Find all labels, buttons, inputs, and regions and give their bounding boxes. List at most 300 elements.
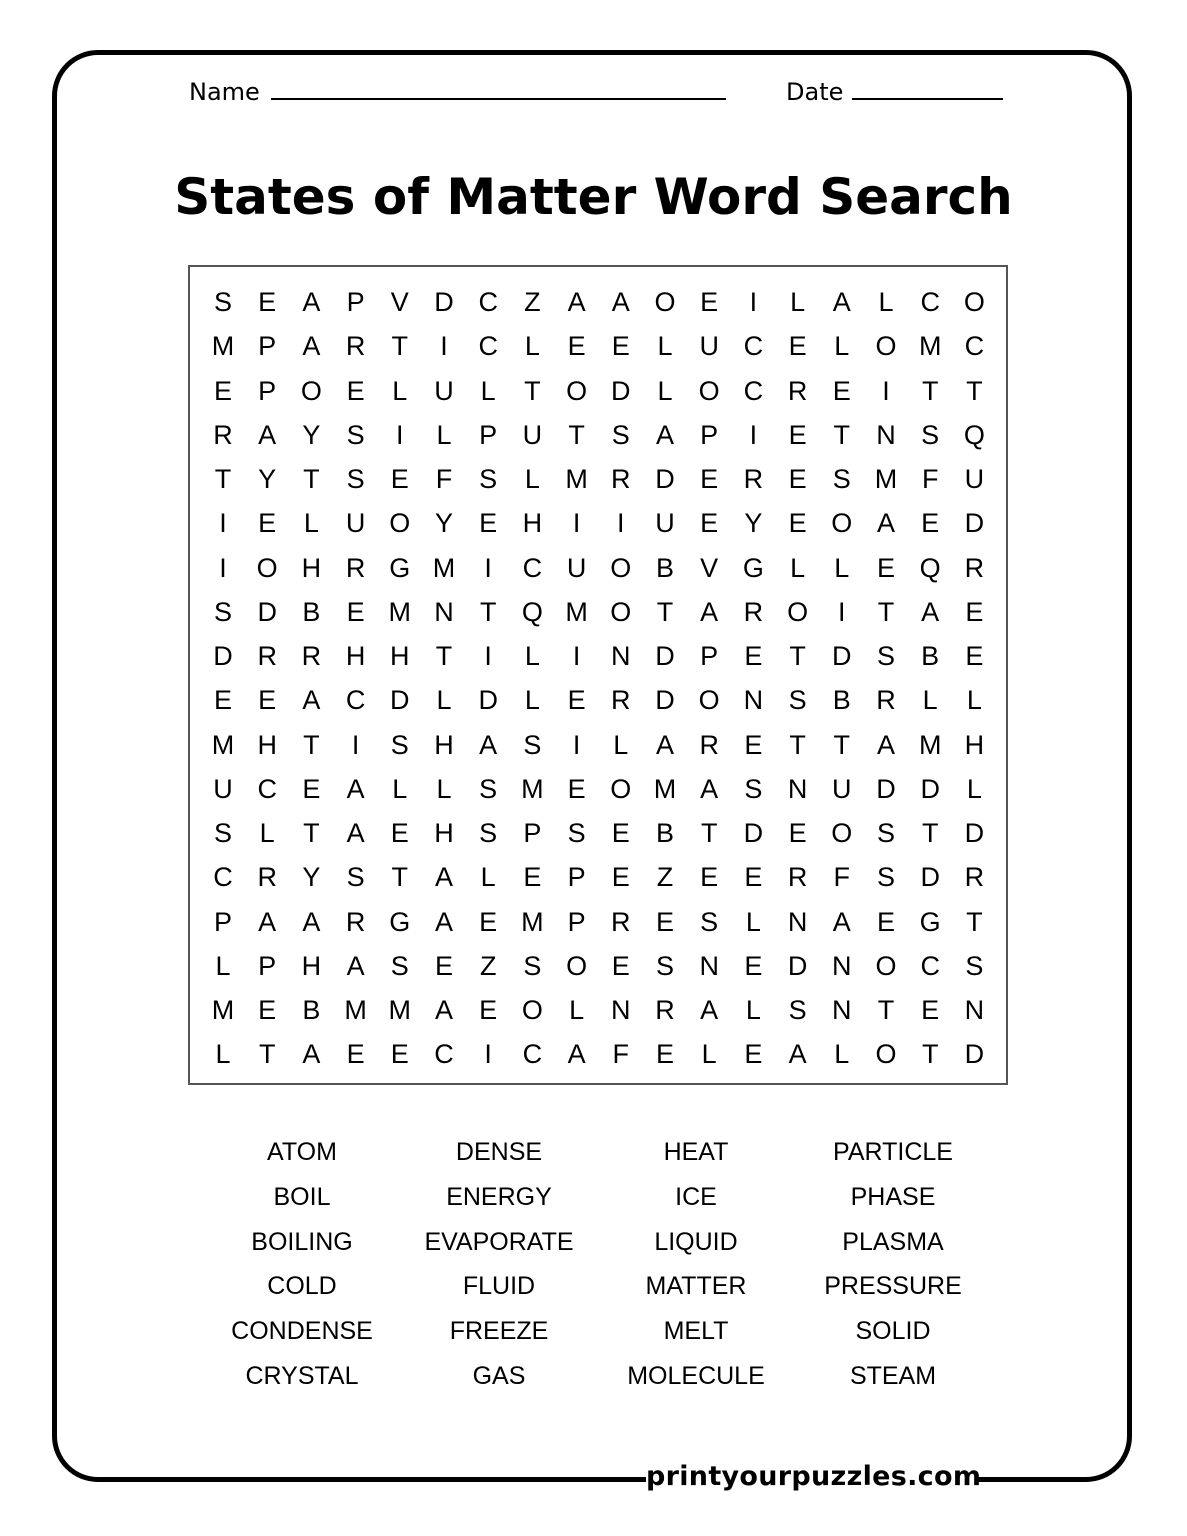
grid-letter[interactable]: N (876, 419, 896, 450)
grid-letter[interactable]: R (345, 906, 366, 937)
grid-letter[interactable]: L (303, 508, 319, 539)
grid-letter[interactable]: D (964, 1039, 985, 1070)
grid-letter[interactable]: A (832, 906, 851, 937)
grid-letter[interactable]: P (346, 287, 365, 317)
grid-letter[interactable]: R (699, 729, 719, 760)
grid-letter[interactable]: R (611, 685, 631, 716)
grid-letter[interactable]: S (965, 950, 984, 981)
grid-letter[interactable]: R (345, 331, 366, 362)
grid-letter[interactable]: O (698, 375, 720, 406)
grid-letter[interactable]: O (654, 287, 676, 317)
grid-letter[interactable]: T (258, 1039, 276, 1070)
grid-letter[interactable]: H (345, 641, 366, 671)
grid-letter[interactable]: U (434, 375, 454, 406)
grid-letter[interactable]: D (876, 773, 896, 804)
grid-letter[interactable]: P (700, 641, 719, 671)
grid-letter[interactable]: H (522, 508, 543, 539)
grid-letter[interactable]: H (434, 729, 454, 760)
grid-letter[interactable]: C (213, 862, 233, 893)
grid-letter[interactable]: M (211, 995, 235, 1025)
grid-letter[interactable]: L (480, 375, 496, 406)
grid-letter[interactable]: F (833, 862, 851, 893)
grid-letter[interactable]: E (832, 375, 851, 406)
grid-letter[interactable]: S (832, 464, 851, 494)
grid-letter[interactable]: R (787, 375, 808, 406)
grid-letter[interactable]: E (567, 331, 586, 362)
grid-letter[interactable]: O (389, 508, 411, 539)
grid-letter[interactable]: B (302, 596, 321, 627)
grid-letter[interactable]: R (257, 862, 277, 893)
grid-letter[interactable]: S (213, 596, 232, 627)
grid-letter[interactable]: I (396, 419, 404, 450)
grid-letter[interactable]: S (523, 729, 542, 760)
grid-letter[interactable]: C (434, 1039, 454, 1070)
grid-letter[interactable]: L (790, 552, 806, 583)
grid-letter[interactable]: P (567, 906, 586, 937)
grid-letter[interactable]: E (567, 773, 586, 804)
grid-letter[interactable]: S (876, 862, 895, 893)
grid-letter[interactable]: B (655, 552, 674, 583)
grid-letter[interactable]: E (258, 508, 277, 539)
grid-letter[interactable]: D (213, 641, 233, 671)
grid-letter[interactable]: M (211, 331, 235, 362)
grid-letter[interactable]: E (744, 1039, 763, 1070)
grid-letter[interactable]: G (389, 906, 411, 937)
grid-letter[interactable]: Y (434, 508, 453, 539)
grid-letter[interactable]: C (478, 287, 498, 317)
grid-letter[interactable]: R (743, 596, 764, 627)
grid-letter[interactable]: E (611, 950, 630, 981)
grid-letter[interactable]: E (302, 773, 321, 804)
grid-letter[interactable]: A (611, 287, 630, 317)
letter-grid[interactable] (188, 265, 1008, 1085)
grid-letter[interactable]: Y (258, 464, 277, 494)
grid-letter[interactable]: S (655, 950, 674, 981)
grid-letter[interactable]: N (611, 641, 631, 671)
grid-letter[interactable]: M (565, 596, 588, 627)
grid-letter[interactable]: L (524, 331, 540, 362)
grid-letter[interactable]: S (346, 419, 365, 450)
grid-letter[interactable]: E (700, 464, 719, 494)
grid-letter[interactable]: B (655, 818, 674, 848)
grid-letter[interactable]: U (522, 419, 543, 450)
grid-letter[interactable]: H (434, 818, 454, 848)
grid-letter[interactable]: A (700, 596, 719, 627)
grid-letter[interactable]: L (436, 419, 452, 450)
grid-letter[interactable]: A (302, 906, 321, 937)
grid-letter[interactable]: M (653, 773, 677, 804)
grid-letter[interactable]: E (390, 1039, 409, 1070)
grid-letter[interactable]: A (258, 419, 277, 450)
grid-letter[interactable]: G (919, 906, 941, 937)
grid-letter[interactable]: T (966, 375, 983, 406)
grid-letter[interactable]: L (569, 995, 585, 1025)
grid-letter[interactable]: M (388, 596, 412, 627)
grid-letter[interactable]: T (877, 596, 895, 627)
grid-letter[interactable]: P (258, 950, 277, 981)
grid-letter[interactable]: E (390, 464, 409, 494)
grid-letter[interactable]: A (788, 1039, 807, 1070)
grid-letter[interactable]: A (302, 331, 321, 362)
grid-letter[interactable]: D (832, 641, 852, 671)
grid-letter[interactable]: L (524, 685, 540, 716)
grid-letter[interactable]: E (700, 287, 719, 317)
grid-letter[interactable]: L (922, 685, 938, 716)
grid-letter[interactable]: N (832, 950, 852, 981)
grid-letter[interactable]: E (876, 552, 895, 583)
grid-letter[interactable]: N (787, 773, 808, 804)
grid-letter[interactable]: A (700, 995, 719, 1025)
grid-letter[interactable]: E (744, 862, 763, 893)
grid-letter[interactable]: I (351, 729, 360, 760)
grid-letter[interactable]: A (567, 287, 586, 317)
grid-letter[interactable]: G (389, 552, 411, 583)
grid-letter[interactable]: D (964, 508, 985, 539)
grid-letter[interactable]: F (435, 464, 453, 494)
grid-letter[interactable]: O (521, 995, 543, 1025)
grid-letter[interactable]: M (565, 464, 588, 494)
grid-letter[interactable]: I (749, 287, 758, 317)
grid-letter[interactable]: E (479, 906, 498, 937)
grid-letter[interactable]: E (611, 862, 630, 893)
grid-letter[interactable]: V (390, 287, 409, 317)
grid-letter[interactable]: E (788, 419, 807, 450)
grid-letter[interactable]: P (258, 375, 277, 406)
grid-letter[interactable]: I (484, 1039, 492, 1070)
grid-letter[interactable]: U (345, 508, 366, 539)
grid-letter[interactable]: T (479, 596, 497, 627)
grid-letter[interactable]: E (744, 729, 763, 760)
grid-letter[interactable]: O (963, 287, 985, 317)
grid-letter[interactable]: M (344, 995, 367, 1025)
grid-letter[interactable]: R (345, 552, 366, 583)
grid-letter[interactable]: C (522, 1039, 543, 1070)
grid-letter[interactable]: D (478, 685, 498, 716)
grid-letter[interactable]: D (964, 818, 985, 848)
grid-letter[interactable]: Y (302, 419, 321, 450)
grid-letter[interactable]: T (656, 596, 674, 627)
grid-letter[interactable]: S (788, 995, 807, 1025)
grid-letter[interactable]: E (876, 906, 895, 937)
grid-letter[interactable]: Z (479, 950, 497, 981)
grid-letter[interactable]: A (655, 419, 674, 450)
grid-letter[interactable]: L (524, 641, 540, 671)
grid-letter[interactable]: H (257, 729, 277, 760)
grid-letter[interactable]: E (921, 508, 940, 539)
grid-letter[interactable]: P (523, 818, 542, 848)
grid-letter[interactable]: E (213, 375, 232, 406)
grid-letter[interactable]: S (744, 773, 763, 804)
grid-letter[interactable]: G (742, 552, 764, 583)
grid-letter[interactable]: N (743, 685, 764, 716)
grid-letter[interactable]: C (964, 331, 985, 362)
grid-letter[interactable]: D (920, 862, 940, 893)
grid-letter[interactable]: S (346, 464, 365, 494)
grid-letter[interactable]: L (790, 287, 806, 317)
grid-letter[interactable]: V (700, 552, 719, 583)
grid-letter[interactable]: S (523, 950, 542, 981)
grid-letter[interactable]: O (698, 685, 720, 716)
grid-letter[interactable]: E (567, 685, 586, 716)
grid-letter[interactable]: M (918, 331, 942, 362)
grid-letter[interactable]: L (392, 773, 408, 804)
grid-letter[interactable]: S (567, 818, 586, 848)
grid-letter[interactable]: O (875, 331, 897, 362)
grid-letter[interactable]: Q (521, 596, 543, 627)
grid-letter[interactable]: N (787, 906, 808, 937)
grid-letter[interactable]: R (964, 862, 985, 893)
grid-letter[interactable]: L (215, 1039, 231, 1070)
grid-letter[interactable]: A (302, 1039, 321, 1070)
grid-letter[interactable]: L (657, 331, 673, 362)
grid-letter[interactable]: E (611, 818, 630, 848)
grid-letter[interactable]: C (920, 950, 940, 981)
grid-letter[interactable]: S (611, 419, 630, 450)
grid-letter[interactable]: E (700, 862, 719, 893)
grid-letter[interactable]: H (964, 729, 985, 760)
grid-letter[interactable]: E (788, 464, 807, 494)
grid-letter[interactable]: D (920, 773, 940, 804)
grid-letter[interactable]: E (700, 508, 719, 539)
grid-letter[interactable]: N (699, 950, 719, 981)
grid-letter[interactable]: H (301, 552, 322, 583)
grid-letter[interactable]: S (921, 419, 940, 450)
grid-letter[interactable]: I (572, 508, 581, 539)
grid-letter[interactable]: T (303, 464, 320, 494)
grid-letter[interactable]: C (522, 552, 543, 583)
grid-letter[interactable]: R (213, 419, 233, 450)
grid-letter[interactable]: L (436, 685, 452, 716)
grid-letter[interactable]: D (655, 685, 675, 716)
grid-letter[interactable]: O (875, 1039, 897, 1070)
grid-letter[interactable]: P (567, 862, 586, 893)
grid-letter[interactable]: R (655, 995, 675, 1025)
grid-letter[interactable]: T (789, 729, 806, 760)
grid-letter[interactable]: P (479, 419, 498, 450)
grid-letter[interactable]: I (572, 729, 581, 760)
grid-letter[interactable]: E (258, 685, 277, 716)
grid-letter[interactable]: E (744, 950, 763, 981)
grid-letter[interactable]: T (303, 818, 320, 848)
grid-letter[interactable]: R (301, 641, 322, 671)
grid-letter[interactable]: T (435, 641, 453, 671)
grid-letter[interactable]: E (346, 1039, 365, 1070)
name-field-line[interactable] (271, 98, 726, 100)
grid-letter[interactable]: T (303, 729, 320, 760)
grid-letter[interactable]: L (215, 950, 231, 981)
grid-letter[interactable]: A (655, 729, 674, 760)
grid-letter[interactable]: R (743, 464, 764, 494)
grid-letter[interactable]: C (743, 331, 764, 362)
grid-letter[interactable]: U (832, 773, 852, 804)
grid-letter[interactable]: S (213, 818, 232, 848)
grid-letter[interactable]: T (833, 419, 851, 450)
grid-letter[interactable]: I (749, 419, 758, 450)
grid-letter[interactable]: A (346, 773, 365, 804)
grid-letter[interactable]: A (832, 287, 851, 317)
grid-letter[interactable]: N (611, 995, 631, 1025)
grid-letter[interactable]: R (964, 552, 985, 583)
grid-letter[interactable]: S (479, 818, 498, 848)
grid-letter[interactable]: B (302, 995, 321, 1025)
grid-letter[interactable]: L (745, 995, 761, 1025)
grid-letter[interactable]: E (390, 818, 409, 848)
grid-letter[interactable]: E (655, 1039, 674, 1070)
grid-letter[interactable]: A (921, 596, 940, 627)
grid-letter[interactable]: A (258, 906, 277, 937)
grid-letter[interactable]: L (966, 773, 982, 804)
grid-letter[interactable]: E (965, 596, 984, 627)
grid-letter[interactable]: T (789, 641, 806, 671)
grid-letter[interactable]: L (657, 375, 673, 406)
grid-letter[interactable]: C (345, 685, 366, 716)
grid-letter[interactable]: S (700, 906, 719, 937)
grid-letter[interactable]: L (436, 773, 452, 804)
grid-letter[interactable]: I (440, 331, 448, 362)
grid-letter[interactable]: E (479, 995, 498, 1025)
grid-letter[interactable]: D (434, 287, 454, 317)
grid-letter[interactable]: A (434, 906, 453, 937)
grid-letter[interactable]: E (346, 375, 365, 406)
grid-letter[interactable]: E (788, 818, 807, 848)
grid-letter[interactable]: S (479, 773, 498, 804)
grid-letter[interactable]: E (434, 950, 453, 981)
grid-letter[interactable]: H (390, 641, 410, 671)
grid-letter[interactable]: L (524, 464, 540, 494)
grid-letter[interactable]: E (611, 331, 630, 362)
grid-letter[interactable]: E (523, 862, 542, 893)
grid-letter[interactable]: C (920, 287, 940, 317)
date-field-line[interactable] (852, 98, 1003, 100)
grid-letter[interactable]: S (346, 862, 365, 893)
grid-letter[interactable]: O (610, 596, 632, 627)
grid-letter[interactable]: I (219, 508, 227, 539)
grid-letter[interactable]: L (701, 1039, 717, 1070)
grid-letter[interactable]: H (301, 950, 322, 981)
grid-letter[interactable]: T (921, 375, 939, 406)
grid-letter[interactable]: A (876, 508, 895, 539)
grid-letter[interactable]: S (213, 287, 232, 317)
grid-letter[interactable]: L (259, 818, 275, 848)
grid-letter[interactable]: E (744, 641, 763, 671)
grid-letter[interactable]: E (258, 287, 277, 317)
grid-letter[interactable]: E (788, 508, 807, 539)
grid-letter[interactable]: M (918, 729, 942, 760)
grid-letter[interactable]: L (834, 331, 850, 362)
grid-letter[interactable]: A (700, 773, 719, 804)
grid-letter[interactable]: M (388, 995, 412, 1025)
grid-letter[interactable]: S (390, 950, 409, 981)
grid-letter[interactable]: S (788, 685, 807, 716)
grid-letter[interactable]: F (921, 464, 939, 494)
grid-letter[interactable]: O (566, 375, 588, 406)
grid-letter[interactable]: R (787, 862, 808, 893)
grid-letter[interactable]: D (257, 596, 277, 627)
grid-letter[interactable]: U (699, 331, 719, 362)
grid-letter[interactable]: O (610, 552, 632, 583)
grid-letter[interactable]: Z (524, 287, 541, 317)
grid-letter[interactable]: O (787, 596, 809, 627)
grid-letter[interactable]: Y (302, 862, 321, 893)
grid-letter[interactable]: E (213, 685, 232, 716)
grid-letter[interactable]: Z (656, 862, 674, 893)
grid-letter[interactable]: U (655, 508, 675, 539)
grid-letter[interactable]: S (390, 729, 409, 760)
grid-letter[interactable]: R (611, 464, 631, 494)
grid-letter[interactable]: I (484, 552, 492, 583)
grid-letter[interactable]: U (566, 552, 587, 583)
grid-letter[interactable]: P (258, 331, 277, 362)
grid-letter[interactable]: T (966, 906, 983, 937)
grid-letter[interactable]: D (655, 464, 675, 494)
grid-letter[interactable]: O (831, 818, 853, 848)
grid-letter[interactable]: D (611, 375, 631, 406)
grid-letter[interactable]: S (479, 464, 498, 494)
grid-letter[interactable]: T (833, 729, 851, 760)
grid-letter[interactable]: R (611, 906, 631, 937)
grid-letter[interactable]: D (390, 685, 410, 716)
grid-letter[interactable]: T (391, 331, 409, 362)
grid-letter[interactable]: L (392, 375, 408, 406)
grid-letter[interactable]: M (521, 773, 544, 804)
grid-letter[interactable]: R (257, 641, 277, 671)
grid-letter[interactable]: L (834, 552, 850, 583)
grid-letter[interactable]: L (834, 1039, 850, 1070)
grid-letter[interactable]: S (876, 641, 895, 671)
grid-letter[interactable]: E (965, 641, 984, 671)
grid-letter[interactable]: T (921, 1039, 939, 1070)
grid-letter[interactable]: R (876, 685, 896, 716)
grid-letter[interactable]: M (211, 729, 235, 760)
grid-letter[interactable]: P (700, 419, 719, 450)
grid-letter[interactable]: A (302, 685, 321, 716)
grid-letter[interactable]: E (346, 596, 365, 627)
grid-letter[interactable]: L (745, 906, 761, 937)
grid-letter[interactable]: C (478, 331, 498, 362)
grid-letter[interactable]: M (432, 552, 456, 583)
grid-letter[interactable]: A (302, 287, 321, 317)
grid-letter[interactable]: T (568, 419, 585, 450)
grid-letter[interactable]: E (921, 995, 940, 1025)
grid-letter[interactable]: I (219, 552, 227, 583)
grid-letter[interactable]: B (832, 685, 851, 716)
grid-letter[interactable]: O (610, 773, 632, 804)
grid-letter[interactable]: T (700, 818, 718, 848)
grid-letter[interactable]: D (655, 641, 675, 671)
grid-letter[interactable]: I (617, 508, 625, 539)
grid-letter[interactable]: O (566, 950, 588, 981)
grid-letter[interactable]: M (874, 464, 898, 494)
grid-letter[interactable]: C (257, 773, 277, 804)
grid-letter[interactable]: L (480, 862, 496, 893)
grid-letter[interactable]: E (788, 331, 807, 362)
grid-letter[interactable]: E (655, 906, 674, 937)
grid-letter[interactable]: D (787, 950, 808, 981)
grid-letter[interactable]: A (479, 729, 498, 760)
grid-letter[interactable]: C (743, 375, 764, 406)
grid-letter[interactable]: T (877, 995, 895, 1025)
grid-letter[interactable]: Q (919, 552, 941, 583)
grid-letter[interactable]: A (876, 729, 895, 760)
grid-letter[interactable]: U (213, 773, 233, 804)
grid-letter[interactable]: Q (963, 419, 985, 450)
grid-letter[interactable]: L (878, 287, 894, 317)
grid-letter[interactable]: U (964, 464, 985, 494)
grid-letter[interactable]: A (346, 818, 365, 848)
grid-letter[interactable]: T (214, 464, 232, 494)
grid-letter[interactable]: T (921, 818, 939, 848)
grid-letter[interactable]: S (876, 818, 895, 848)
